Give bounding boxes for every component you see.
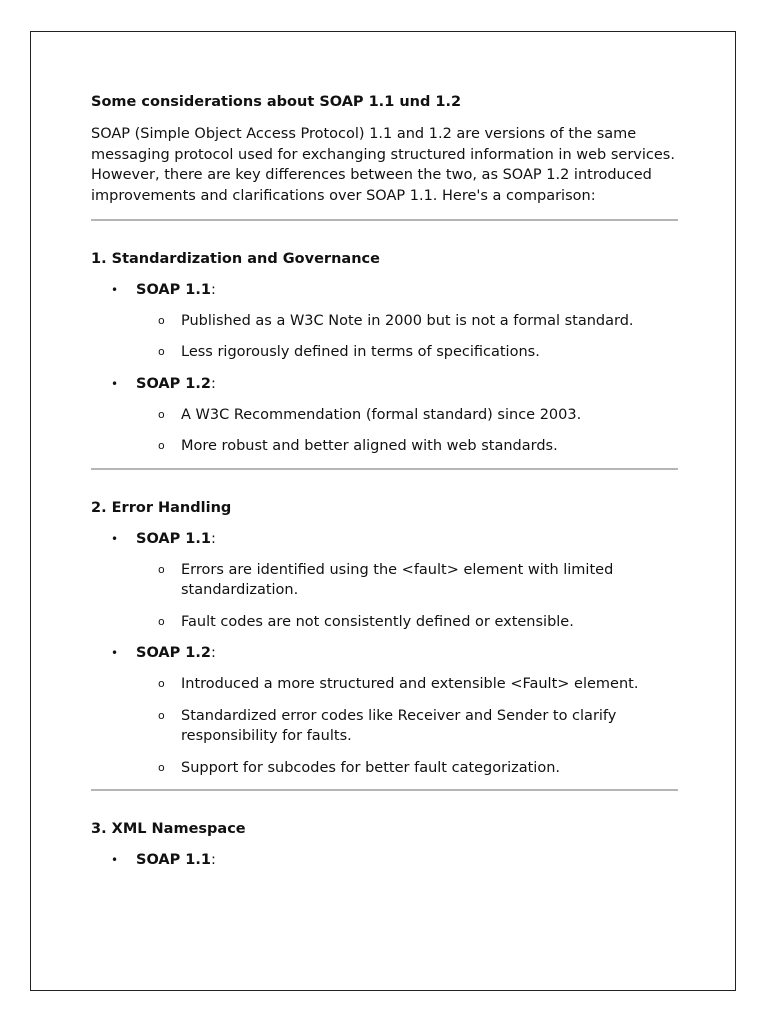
- point-text: A W3C Recommendation (formal standard) since 2003.: [181, 406, 582, 423]
- colon: :: [210, 852, 216, 869]
- point-text: Errors are identified using the <fault> element with limited standardization.: [181, 561, 614, 599]
- list-item: [91, 758, 678, 779]
- bullet-icon: •: [111, 282, 119, 297]
- intro-paragraph: SOAP (Simple Object Access Protocol) 1.1 and 1.2 are versions of the same messaging protocol used for exchanging structured information in web services. However, there are key differences between the two, as SOAP 1.2 introduced improvements and clarifications over SOAP 1.1. Here's a comparison:: [91, 126, 675, 205]
- version-item: [91, 374, 678, 394]
- document-page: [30, 31, 736, 991]
- list-item: [91, 311, 678, 332]
- sub-bullet-icon: o: [158, 760, 165, 774]
- colon: :: [210, 530, 216, 547]
- version-item: [91, 850, 678, 870]
- section-title: 2. Error Handling: [91, 499, 232, 516]
- list-item: [91, 560, 678, 601]
- bullet-icon: •: [111, 646, 119, 661]
- version-item: [91, 643, 678, 663]
- sub-bullet-icon: o: [158, 614, 165, 628]
- point-text: Less rigorously defined in terms of specifications.: [181, 344, 540, 361]
- bullet-icon: •: [111, 853, 119, 868]
- colon: :: [210, 645, 216, 662]
- version-name: SOAP 1.2: [136, 645, 211, 662]
- colon: :: [210, 375, 216, 392]
- version-name: SOAP 1.1: [136, 281, 211, 298]
- colon: :: [210, 281, 216, 298]
- section-error-handling: [91, 470, 678, 779]
- point-text: Fault codes are not consistently defined or extensible.: [181, 613, 574, 630]
- point-list: [91, 560, 678, 633]
- sub-bullet-icon: o: [158, 407, 165, 421]
- sub-bullet-icon: o: [158, 439, 165, 453]
- section-standardization: [91, 221, 678, 457]
- version-name: SOAP 1.1: [136, 852, 211, 869]
- version-item: [91, 529, 678, 549]
- list-item: [91, 706, 678, 747]
- section-title: 3. XML Namespace: [91, 821, 246, 838]
- version-name: SOAP 1.2: [136, 375, 211, 392]
- point-list: [91, 311, 678, 363]
- sub-bullet-icon: o: [158, 677, 165, 691]
- sub-bullet-icon: o: [158, 313, 165, 327]
- point-list: [91, 674, 678, 778]
- list-item: [91, 436, 678, 457]
- document-title: Some considerations about SOAP 1.1 und 1.2: [91, 94, 462, 110]
- document-content: [91, 92, 678, 881]
- sub-bullet-icon: o: [158, 708, 165, 722]
- list-item: [91, 342, 678, 363]
- bullet-icon: •: [111, 531, 119, 546]
- list-item: [91, 674, 678, 695]
- point-text: Introduced a more structured and extensible <Fault> element.: [181, 676, 639, 693]
- sub-bullet-icon: o: [158, 345, 165, 359]
- version-name: SOAP 1.1: [136, 530, 211, 547]
- section-title: 1. Standardization and Governance: [91, 250, 380, 267]
- version-item: [91, 280, 678, 300]
- point-text: Standardized error codes like Receiver and Sender to clarify responsibility for faults.: [181, 707, 617, 745]
- point-text: More robust and better aligned with web standards.: [181, 438, 558, 455]
- bullet-icon: •: [111, 376, 119, 391]
- point-list: [91, 405, 678, 457]
- point-text: Support for subcodes for better fault categorization.: [181, 759, 561, 776]
- point-text: Published as a W3C Note in 2000 but is not a formal standard.: [181, 312, 634, 329]
- sub-bullet-icon: o: [158, 562, 165, 576]
- section-xml-namespace: [91, 791, 678, 870]
- list-item: [91, 612, 678, 633]
- list-item: [91, 405, 678, 426]
